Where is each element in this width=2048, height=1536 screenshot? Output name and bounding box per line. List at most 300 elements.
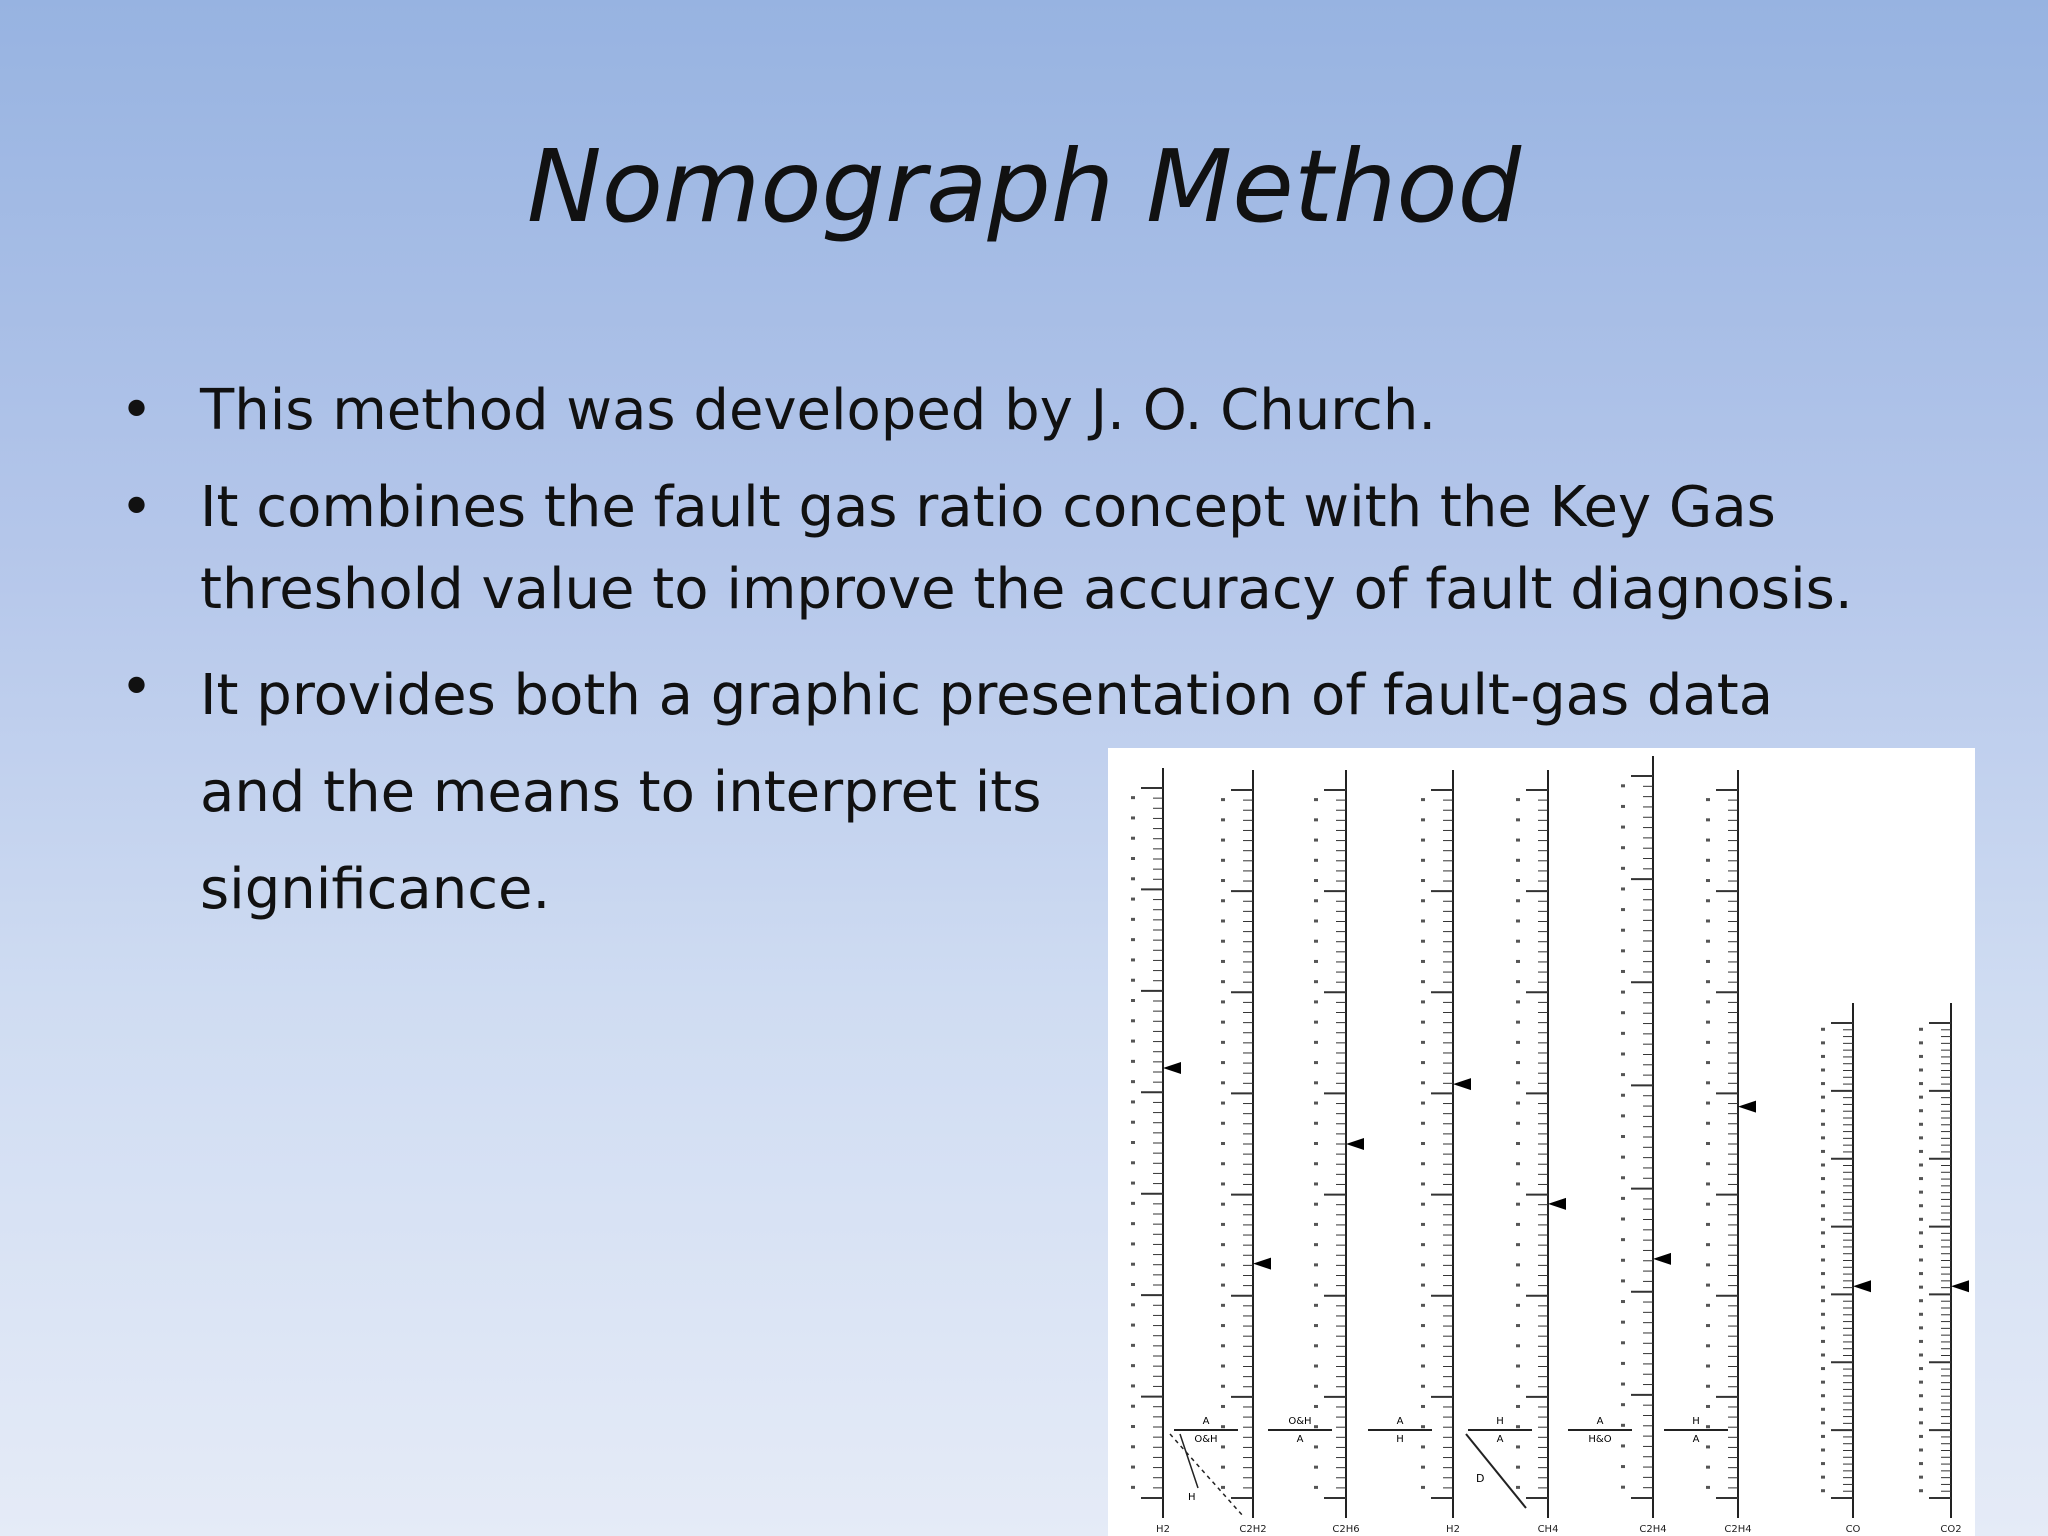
scale-tick-dot: [1421, 940, 1425, 943]
scale-tick-dot: [1706, 1304, 1710, 1307]
scale-tick-dot: [1919, 1354, 1923, 1357]
scale-tick-dot: [1706, 1385, 1710, 1388]
scale-tick-dot: [1621, 1444, 1625, 1447]
scale-tick-dot: [1421, 859, 1425, 862]
scale-tick-dot: [1919, 1245, 1923, 1248]
scale-tick-dot: [1821, 1286, 1825, 1289]
scale-tick-dot: [1421, 1142, 1425, 1145]
scale-tick-dot: [1706, 1425, 1710, 1428]
scale-tick-dot: [1821, 1164, 1825, 1167]
scale-tick-dot: [1821, 1109, 1825, 1112]
scale-tick-dot: [1421, 960, 1425, 963]
scale-tick-dot: [1314, 1122, 1318, 1125]
scale-tick-dot: [1221, 1142, 1225, 1145]
scale-tick-dot: [1516, 859, 1520, 862]
nomograph-scale: [1314, 770, 1364, 1535]
scale-tick-dot: [1706, 1102, 1710, 1105]
scale-tick-dot: [1314, 1243, 1318, 1246]
scale-tick-dot: [1131, 1141, 1135, 1144]
scale-tick-dot: [1821, 1231, 1825, 1234]
scale-tick-dot: [1131, 816, 1135, 819]
scale-tick-dot: [1131, 1222, 1135, 1225]
scale-tick-dot: [1621, 887, 1625, 890]
scale-tick-dot: [1516, 1405, 1520, 1408]
scale-tick-dot: [1706, 1223, 1710, 1226]
scale-tick-dot: [1706, 859, 1710, 862]
scale-tick-dot: [1131, 1060, 1135, 1063]
scale-tick-dot: [1821, 1354, 1825, 1357]
scale-tick-dot: [1706, 1243, 1710, 1246]
scale-tick-dot: [1131, 1242, 1135, 1245]
scale-tick-dot: [1919, 1218, 1923, 1221]
scale-tick-dot: [1131, 1019, 1135, 1022]
scale-tick-dot: [1821, 1245, 1825, 1248]
scale-tick-dot: [1421, 1081, 1425, 1084]
scale-tick-dot: [1516, 899, 1520, 902]
scale-tick-dot: [1516, 1466, 1520, 1469]
scale-tick-dot: [1621, 1321, 1625, 1324]
scale-tick-dot: [1131, 1344, 1135, 1347]
scale-tick-dot: [1221, 1405, 1225, 1408]
scale-tick-dot: [1421, 1405, 1425, 1408]
scale-marker: [1453, 1078, 1471, 1090]
scale-tick-dot: [1516, 960, 1520, 963]
scale-tick-dot: [1314, 1344, 1318, 1347]
scale-tick-dot: [1131, 1466, 1135, 1469]
scale-tick-dot: [1919, 1150, 1923, 1153]
scale-tick-dot: [1516, 1223, 1520, 1226]
scale-tick-dot: [1421, 1000, 1425, 1003]
scale-tick-dot: [1821, 1340, 1825, 1343]
scale-tick-dot: [1706, 1203, 1710, 1206]
scale-tick-dot: [1621, 1052, 1625, 1055]
scale-tick-dot: [1919, 1123, 1923, 1126]
scale-tick-dot: [1314, 980, 1318, 983]
scale-tick-dot: [1131, 1040, 1135, 1043]
scale-tick-dot: [1131, 796, 1135, 799]
nomograph-image: [1108, 748, 1975, 1536]
scale-tick-dot: [1919, 1286, 1923, 1289]
scale-tick-dot: [1421, 1486, 1425, 1489]
scale-tick-dot: [1421, 919, 1425, 922]
scale-tick-dot: [1421, 1365, 1425, 1368]
scale-marker: [1738, 1101, 1756, 1113]
scale-tick-dot: [1314, 1385, 1318, 1388]
scale-tick-dot: [1516, 1243, 1520, 1246]
scale-tick-dot: [1221, 1122, 1225, 1125]
scale-tick-dot: [1621, 805, 1625, 808]
scale-tick-dot: [1621, 1424, 1625, 1427]
scale-tick-dot: [1919, 1055, 1923, 1058]
scale-tick-dot: [1821, 1408, 1825, 1411]
scale-tick-dot: [1821, 1218, 1825, 1221]
scale-tick-dot: [1221, 940, 1225, 943]
scale-tick-dot: [1821, 1313, 1825, 1316]
scale-tick-dot: [1314, 1000, 1318, 1003]
scale-tick-dot: [1621, 1114, 1625, 1117]
nomograph-scale: [1919, 1003, 1969, 1535]
scale-tick-dot: [1516, 1425, 1520, 1428]
scale-tick-dot: [1821, 1326, 1825, 1329]
scale-tick-dot: [1621, 1279, 1625, 1282]
scale-tick-dot: [1421, 1041, 1425, 1044]
scale-tick-dot: [1621, 1073, 1625, 1076]
scale-tick-dot: [1621, 991, 1625, 994]
scale-tick-dot: [1919, 1340, 1923, 1343]
scale-tick-dot: [1919, 1299, 1923, 1302]
scale-tick-dot: [1131, 1405, 1135, 1408]
scale-label: C2H4: [1724, 1524, 1752, 1535]
scale-tick-dot: [1821, 1421, 1825, 1424]
scale-tick-dot: [1131, 1425, 1135, 1428]
scale-tick-dot: [1221, 839, 1225, 842]
ratio-label: [1368, 1416, 1432, 1445]
scale-tick-dot: [1314, 1486, 1318, 1489]
scale-tick-dot: [1821, 1259, 1825, 1262]
fault-zone-line: [1466, 1434, 1526, 1508]
ratio-label: [1268, 1416, 1332, 1445]
bullet-text: It combines the fault gas ratio concept with the Key Gas threshold value to improve the accuracy of fault diagnosis.: [200, 475, 1853, 622]
scale-tick-dot: [1131, 1384, 1135, 1387]
scale-tick-dot: [1706, 1284, 1710, 1287]
scale-tick-dot: [1421, 798, 1425, 801]
scale-tick-dot: [1621, 1383, 1625, 1386]
slide-title: Nomograph Method: [526, 128, 1522, 245]
scale-tick-dot: [1131, 1121, 1135, 1124]
ratio-numerator: A: [1596, 1416, 1604, 1427]
scale-tick-dot: [1421, 1385, 1425, 1388]
scale-tick-dot: [1314, 1304, 1318, 1307]
scale-tick-dot: [1516, 1102, 1520, 1105]
scale-tick-dot: [1706, 798, 1710, 801]
scale-tick-dot: [1821, 1136, 1825, 1139]
scale-tick-dot: [1919, 1313, 1923, 1316]
scale-tick-dot: [1621, 970, 1625, 973]
scale-label: C2H6: [1332, 1524, 1360, 1535]
scale-tick-dot: [1821, 1177, 1825, 1180]
ratio-denominator: A: [1692, 1434, 1700, 1445]
scale-tick-dot: [1919, 1367, 1923, 1370]
scale-tick-dot: [1314, 1102, 1318, 1105]
scale-tick-dot: [1421, 1263, 1425, 1266]
ratio-label: [1568, 1416, 1632, 1445]
scale-tick-dot: [1706, 818, 1710, 821]
scale-tick-dot: [1314, 1021, 1318, 1024]
scale-tick-dot: [1821, 1476, 1825, 1479]
scale-label: C2H4: [1639, 1524, 1667, 1535]
scale-tick-dot: [1131, 1324, 1135, 1327]
scale-tick-dot: [1221, 919, 1225, 922]
scale-tick-dot: [1516, 1041, 1520, 1044]
scale-tick-dot: [1821, 1299, 1825, 1302]
scale-tick-dot: [1221, 1486, 1225, 1489]
scale-tick-dot: [1621, 1218, 1625, 1221]
scale-tick-dot: [1621, 949, 1625, 952]
scale-tick-dot: [1919, 1259, 1923, 1262]
scale-tick-dot: [1314, 1365, 1318, 1368]
scale-tick-dot: [1421, 1445, 1425, 1448]
scale-tick-dot: [1621, 826, 1625, 829]
scale-tick-dot: [1131, 1283, 1135, 1286]
scale-tick-dot: [1919, 1204, 1923, 1207]
scale-tick-dot: [1314, 1162, 1318, 1165]
scale-tick-dot: [1221, 1304, 1225, 1307]
scale-tick-dot: [1314, 1182, 1318, 1185]
scale-tick-dot: [1131, 1364, 1135, 1367]
scale-tick-dot: [1516, 818, 1520, 821]
scale-tick-dot: [1516, 1445, 1520, 1448]
ratio-denominator: H&O: [1588, 1434, 1612, 1445]
scale-tick-dot: [1516, 1203, 1520, 1206]
fault-letter: H: [1188, 1492, 1196, 1503]
scale-tick-dot: [1221, 879, 1225, 882]
scale-tick-dot: [1221, 1061, 1225, 1064]
scale-tick-dot: [1706, 1041, 1710, 1044]
scale-tick-dot: [1314, 1263, 1318, 1266]
scale-tick-dot: [1706, 1263, 1710, 1266]
scale-tick-dot: [1421, 1102, 1425, 1105]
scale-tick-dot: [1221, 1466, 1225, 1469]
scale-tick-dot: [1706, 940, 1710, 943]
scale-tick-dot: [1516, 1061, 1520, 1064]
scale-label: CO: [1845, 1524, 1861, 1535]
scale-tick-dot: [1706, 1486, 1710, 1489]
scale-tick-dot: [1314, 899, 1318, 902]
scale-tick-dot: [1131, 999, 1135, 1002]
scale-tick-dot: [1516, 1021, 1520, 1024]
scale-tick-dot: [1516, 940, 1520, 943]
scale-tick-dot: [1421, 1021, 1425, 1024]
scale-tick-dot: [1421, 1061, 1425, 1064]
scale-tick-dot: [1821, 1381, 1825, 1384]
scale-tick-dot: [1421, 1203, 1425, 1206]
scale-tick-dot: [1516, 919, 1520, 922]
scale-tick-dot: [1221, 1223, 1225, 1226]
scale-tick-dot: [1621, 1300, 1625, 1303]
scale-marker: [1548, 1198, 1566, 1210]
scale-tick-dot: [1314, 1324, 1318, 1327]
scale-tick-dot: [1516, 1162, 1520, 1165]
scale-tick-dot: [1421, 1122, 1425, 1125]
ratio-numerator: H: [1496, 1416, 1504, 1427]
scale-tick-dot: [1516, 1385, 1520, 1388]
scale-tick-dot: [1314, 1425, 1318, 1428]
scale-tick-dot: [1314, 839, 1318, 842]
scale-tick-dot: [1221, 1324, 1225, 1327]
scale-tick-dot: [1919, 1041, 1923, 1044]
scale-marker: [1163, 1062, 1181, 1074]
scale-label: H2: [1446, 1524, 1460, 1535]
scale-tick-dot: [1821, 1096, 1825, 1099]
scale-tick-dot: [1706, 1466, 1710, 1469]
scale-tick-dot: [1919, 1028, 1923, 1031]
scale-tick-dot: [1919, 1408, 1923, 1411]
scale-tick-dot: [1821, 1082, 1825, 1085]
scale-tick-dot: [1131, 938, 1135, 941]
scale-tick-dot: [1706, 899, 1710, 902]
scale-tick-dot: [1919, 1177, 1923, 1180]
scale-tick-dot: [1706, 960, 1710, 963]
scale-tick-dot: [1919, 1489, 1923, 1492]
scale-tick-dot: [1706, 1081, 1710, 1084]
scale-tick-dot: [1314, 1142, 1318, 1145]
scale-tick-dot: [1421, 1182, 1425, 1185]
scale-tick-dot: [1621, 1094, 1625, 1097]
scale-tick-dot: [1516, 1122, 1520, 1125]
scale-tick-dot: [1821, 1272, 1825, 1275]
scale-tick-dot: [1516, 980, 1520, 983]
scale-tick-dot: [1131, 898, 1135, 901]
scale-tick-dot: [1421, 1243, 1425, 1246]
scale-tick-dot: [1621, 867, 1625, 870]
scale-tick-dot: [1221, 1263, 1225, 1266]
scale-tick-dot: [1221, 1000, 1225, 1003]
scale-tick-dot: [1919, 1326, 1923, 1329]
scale-tick-dot: [1919, 1449, 1923, 1452]
scale-tick-dot: [1621, 1486, 1625, 1489]
scale-marker: [1853, 1280, 1871, 1292]
scale-tick-dot: [1131, 877, 1135, 880]
scale-tick-dot: [1516, 798, 1520, 801]
ratio-denominator: A: [1496, 1434, 1504, 1445]
scale-tick-dot: [1621, 1362, 1625, 1365]
scale-tick-dot: [1131, 857, 1135, 860]
scale-tick-dot: [1621, 1465, 1625, 1468]
nomograph-scale: [1221, 770, 1271, 1535]
scale-tick-dot: [1919, 1069, 1923, 1072]
scale-tick-dot: [1706, 1122, 1710, 1125]
scale-tick-dot: [1314, 818, 1318, 821]
scale-tick-dot: [1221, 980, 1225, 983]
ratio-label: [1664, 1416, 1728, 1445]
scale-label: C2H2: [1239, 1524, 1267, 1535]
scale-tick-dot: [1919, 1272, 1923, 1275]
scale-tick-dot: [1919, 1476, 1923, 1479]
nomograph-scale: [1621, 756, 1671, 1535]
scale-marker: [1653, 1253, 1671, 1265]
scale-tick-dot: [1131, 1445, 1135, 1448]
scale-tick-dot: [1221, 1385, 1225, 1388]
scale-tick-dot: [1314, 1405, 1318, 1408]
scale-tick-dot: [1919, 1381, 1923, 1384]
scale-tick-dot: [1821, 1489, 1825, 1492]
scale-tick-dot: [1821, 1123, 1825, 1126]
scale-tick-dot: [1919, 1136, 1923, 1139]
scale-tick-dot: [1621, 1403, 1625, 1406]
scale-tick-dot: [1221, 1344, 1225, 1347]
scale-tick-dot: [1516, 1304, 1520, 1307]
scale-tick-dot: [1131, 979, 1135, 982]
scale-tick-dot: [1706, 839, 1710, 842]
scale-tick-dot: [1919, 1191, 1923, 1194]
ratio-numerator: O&H: [1288, 1416, 1312, 1427]
scale-tick-dot: [1131, 837, 1135, 840]
scale-tick-dot: [1421, 1162, 1425, 1165]
scale-tick-dot: [1821, 1462, 1825, 1465]
scale-tick-dot: [1621, 1011, 1625, 1014]
scale-tick-dot: [1221, 1445, 1225, 1448]
scale-tick-dot: [1706, 1142, 1710, 1145]
scale-tick-dot: [1314, 1284, 1318, 1287]
scale-tick-dot: [1621, 1341, 1625, 1344]
scale-tick-dot: [1621, 1135, 1625, 1138]
scale-tick-dot: [1314, 940, 1318, 943]
ratio-label: [1468, 1416, 1532, 1445]
scale-tick-dot: [1621, 1197, 1625, 1200]
scale-tick-dot: [1516, 1000, 1520, 1003]
scale-tick-dot: [1821, 1150, 1825, 1153]
scale-tick-dot: [1221, 1425, 1225, 1428]
ratio-numerator: A: [1202, 1416, 1210, 1427]
scale-tick-dot: [1221, 818, 1225, 821]
scale-tick-dot: [1821, 1028, 1825, 1031]
scale-tick-dot: [1221, 1102, 1225, 1105]
scale-tick-dot: [1821, 1449, 1825, 1452]
scale-marker: [1253, 1258, 1271, 1270]
nomograph-scale: [1516, 770, 1566, 1535]
nomograph-scale: [1421, 770, 1471, 1535]
nomograph-drawing: [1108, 748, 1975, 1536]
bullet-symbol: •: [120, 475, 154, 540]
scale-tick-dot: [1919, 1109, 1923, 1112]
scale-tick-dot: [1221, 1182, 1225, 1185]
scale-tick-dot: [1706, 1344, 1710, 1347]
scale-tick-dot: [1621, 1238, 1625, 1241]
bullet-text: It provides both a graphic presentation of fault-gas data and the means to interpret its significance.: [200, 663, 1774, 922]
scale-tick-dot: [1314, 859, 1318, 862]
scale-tick-dot: [1131, 1080, 1135, 1083]
scale-tick-dot: [1421, 1425, 1425, 1428]
scale-tick-dot: [1706, 1061, 1710, 1064]
scale-tick-dot: [1706, 1324, 1710, 1327]
scale-tick-dot: [1314, 960, 1318, 963]
scale-tick-dot: [1421, 818, 1425, 821]
scale-tick-dot: [1919, 1435, 1923, 1438]
scale-tick-dot: [1919, 1082, 1923, 1085]
scale-tick-dot: [1706, 1000, 1710, 1003]
scale-tick-dot: [1821, 1041, 1825, 1044]
scale-tick-dot: [1516, 1344, 1520, 1347]
scale-tick-dot: [1314, 1081, 1318, 1084]
scale-tick-dot: [1131, 1161, 1135, 1164]
scale-tick-dot: [1821, 1069, 1825, 1072]
scale-marker: [1346, 1138, 1364, 1150]
scale-tick-dot: [1314, 1445, 1318, 1448]
scale-tick-dot: [1516, 1284, 1520, 1287]
scale-tick-dot: [1919, 1231, 1923, 1234]
scale-tick-dot: [1131, 1263, 1135, 1266]
scale-label: CO2: [1940, 1524, 1962, 1535]
scale-tick-dot: [1706, 919, 1710, 922]
ratio-denominator: O&H: [1194, 1434, 1218, 1445]
scale-tick-dot: [1221, 798, 1225, 801]
scale-tick-dot: [1706, 1182, 1710, 1185]
scale-tick-dot: [1516, 1263, 1520, 1266]
scale-tick-dot: [1706, 980, 1710, 983]
scale-tick-dot: [1221, 1203, 1225, 1206]
ratio-label: [1174, 1416, 1238, 1445]
scale-tick-dot: [1421, 879, 1425, 882]
scale-tick-dot: [1706, 879, 1710, 882]
scale-tick-dot: [1421, 1223, 1425, 1226]
ratio-numerator: H: [1692, 1416, 1700, 1427]
scale-tick-dot: [1821, 1435, 1825, 1438]
scale-tick-dot: [1621, 1259, 1625, 1262]
scale-tick-dot: [1131, 1182, 1135, 1185]
scale-tick-dot: [1221, 1243, 1225, 1246]
scale-tick-dot: [1221, 1365, 1225, 1368]
scale-tick-dot: [1221, 1162, 1225, 1165]
